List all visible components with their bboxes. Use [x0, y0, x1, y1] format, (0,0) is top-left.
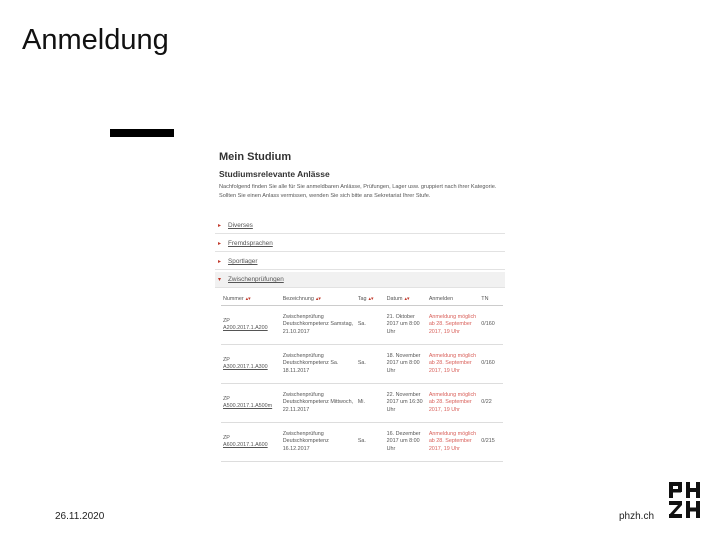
footer-date: 26.11.2020 [55, 511, 105, 522]
caret-right-icon: ▸ [218, 223, 222, 229]
table-row [221, 384, 503, 423]
cell-tag: Sa. [356, 423, 385, 462]
caret-down-icon: ▾ [218, 277, 222, 283]
event-link[interactable]: A500.2017.1.A500m [223, 403, 273, 409]
caret-right-icon: ▸ [218, 259, 222, 265]
cell-datum: 16. Dezember 2017 um 8:00 Uhr [385, 423, 427, 462]
slide-title: Anmeldung [22, 24, 169, 56]
column-header-tag[interactable]: Tag ▴▾ [356, 293, 385, 306]
phzh-logo [668, 481, 702, 519]
cell-tn: 0/215 [479, 423, 503, 462]
column-header-datum[interactable]: Datum ▴▾ [385, 293, 427, 306]
cell-nummer: ZP A200.2017.1.A200 [221, 306, 281, 345]
exam-table [221, 293, 503, 462]
cell-datum: 18. November 2017 um 8:00 Uhr [385, 345, 427, 384]
column-header-anmelden: Anmelden [427, 293, 479, 306]
sort-icon: ▴▾ [315, 296, 321, 302]
screenshot-mein-studium [207, 143, 509, 469]
event-link[interactable]: A600.2017.1.A600 [223, 442, 268, 448]
cell-nummer: ZP A600.2017.1.A600 [221, 423, 281, 462]
accordion-label: Diverses [228, 222, 253, 229]
cell-tn: 0/160 [479, 345, 503, 384]
footer-url: phzh.ch [619, 511, 655, 522]
cell-nummer: ZP A300.2017.1.A300 [221, 345, 281, 384]
column-header-tn: TN [479, 293, 503, 306]
column-header-bezeichnung[interactable]: Bezeichnung ▴▾ [281, 293, 356, 306]
cell-tag: Sa. [356, 345, 385, 384]
accordion-label: Sportlager [228, 258, 258, 265]
sort-icon: ▴▾ [368, 296, 374, 302]
cell-anmelden: Anmeldung möglich ab 28. September 2017, 19 Uhr [427, 423, 479, 462]
cell-tn: 0/160 [479, 306, 503, 345]
sort-icon: ▴▾ [404, 296, 410, 302]
cell-nummer: ZP A500.2017.1.A500m [221, 384, 281, 423]
accordion-item-zwischenpruefungen[interactable] [215, 272, 505, 288]
table-row [221, 423, 503, 462]
intro-text: Nachfolgend finden Sie alle für Sie anmeldbaren Anlässe, Prüfungen, Lager usw. gruppiert nach ihrer Kategorie. Sollten Sie einen Anlass vermissen, wenden Sie sich bitte ans Sekretariat Ihrer Stufe. [219, 184, 497, 199]
table-header-row [221, 293, 503, 306]
accordion-item-sportlager[interactable] [215, 254, 505, 270]
accordion-label: Fremdsprachen [228, 240, 273, 247]
cell-datum: 21. Oktober 2017 um 8:00 Uhr [385, 306, 427, 345]
page-title: Mein Studium [219, 151, 292, 163]
cell-anmelden: Anmeldung möglich ab 28. September 2017, 19 Uhr [427, 384, 479, 423]
cell-anmelden: Anmeldung möglich ab 28. September 2017, 19 Uhr [427, 345, 479, 384]
accordion-item-fremdsprachen[interactable] [215, 236, 505, 252]
cell-tag: Sa. [356, 306, 385, 345]
accordion-label: Zwischenprüfungen [228, 276, 284, 283]
caret-right-icon: ▸ [218, 241, 222, 247]
decorative-bar [110, 129, 174, 137]
event-link[interactable]: A300.2017.1.A300 [223, 364, 268, 370]
cell-datum: 22. November 2017 um 16:30 Uhr [385, 384, 427, 423]
event-link[interactable]: A200.2017.1.A200 [223, 325, 268, 331]
cell-bezeichnung: Zwischenprüfung Deutschkompetenz Samstag, 21.10.2017 [281, 306, 356, 345]
cell-bezeichnung: Zwischenprüfung Deutschkompetenz Sa. 18.11.2017 [281, 345, 356, 384]
cell-tn: 0/22 [479, 384, 503, 423]
sort-icon: ▴▾ [245, 296, 251, 302]
cell-anmelden: Anmeldung möglich ab 28. September 2017, 19 Uhr [427, 306, 479, 345]
cell-bezeichnung: Zwischenprüfung Deutschkompetenz Mittwoch, 22.11.2017 [281, 384, 356, 423]
column-header-nummer[interactable]: Nummer ▴▾ [221, 293, 281, 306]
table-row [221, 345, 503, 384]
cell-tag: Mi. [356, 384, 385, 423]
section-title: Studiumsrelevante Anlässe [219, 169, 330, 179]
table-row [221, 306, 503, 345]
cell-bezeichnung: Zwischenprüfung Deutschkompetenz 16.12.2017 [281, 423, 356, 462]
accordion-item-diverses[interactable] [215, 218, 505, 234]
